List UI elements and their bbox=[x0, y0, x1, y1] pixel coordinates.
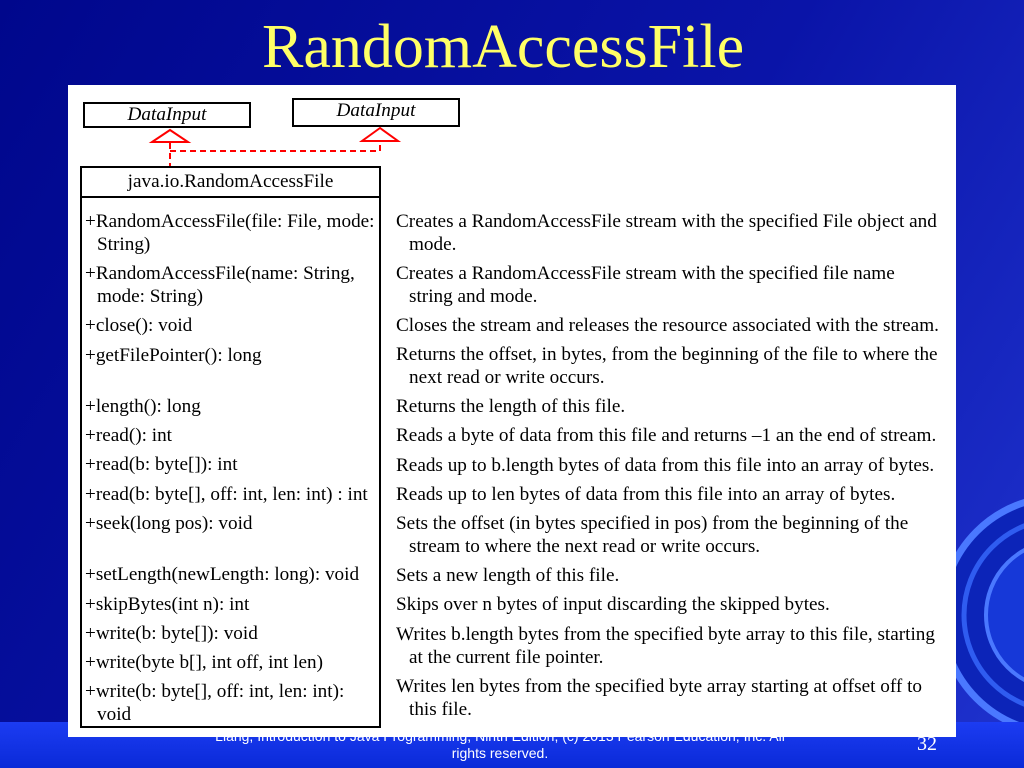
description-entry bbox=[396, 454, 939, 477]
description-entry bbox=[396, 483, 939, 506]
description-line: Creates a RandomAccessFile stream with the specified file name bbox=[396, 262, 895, 284]
method-line: +write(b: byte[]): void bbox=[85, 622, 258, 644]
description-entry bbox=[396, 593, 939, 616]
method-list bbox=[85, 210, 375, 732]
description-line: Returns the offset, in bytes, from the beginning of the file to where the bbox=[396, 344, 938, 366]
method-entry bbox=[85, 424, 375, 447]
method-line: +setLength(newLength: long): void bbox=[85, 564, 360, 586]
method-line: +length(): long bbox=[85, 396, 201, 418]
slide-title: RandomAccessFile bbox=[262, 13, 745, 81]
method-line: +write(byte b[], int off, int len) bbox=[85, 651, 323, 673]
description-line: Reads up to len bytes of data from this file into an array of bytes. bbox=[396, 483, 896, 505]
footer-line: rights reserved. bbox=[451, 744, 549, 761]
description-line: this file. bbox=[409, 698, 472, 720]
description-entry bbox=[396, 512, 939, 558]
method-line: mode: String) bbox=[97, 286, 204, 308]
method-entry bbox=[85, 344, 375, 367]
method-line: +getFilePointer(): long bbox=[85, 344, 262, 366]
method-line: +read(b: byte[]): int bbox=[85, 454, 238, 476]
description-line: mode. bbox=[409, 233, 457, 255]
method-entry bbox=[85, 563, 375, 586]
method-entry bbox=[85, 622, 375, 645]
interface-name: DataInput bbox=[127, 104, 207, 125]
description-line: Writes b.length bytes from the specified byte array to this file, starting bbox=[396, 623, 935, 645]
description-entry bbox=[396, 262, 939, 308]
method-line: +close(): void bbox=[85, 315, 193, 337]
description-line: Sets a new length of this file. bbox=[396, 565, 620, 587]
content-panel bbox=[68, 85, 956, 737]
dashed-connector bbox=[170, 142, 380, 151]
method-entry bbox=[85, 593, 375, 616]
description-entry bbox=[396, 424, 939, 447]
method-entry bbox=[85, 512, 375, 535]
method-entry bbox=[85, 680, 375, 726]
page-number: 32 bbox=[917, 733, 937, 755]
method-line: +RandomAccessFile(name: String, bbox=[85, 263, 355, 285]
description-line: Closes the stream and releases the resource associated with the stream. bbox=[396, 314, 939, 336]
class-name: java.io.RandomAccessFile bbox=[82, 168, 379, 198]
description-line: next read or write occurs. bbox=[409, 367, 605, 389]
method-line: +skipBytes(int n): int bbox=[85, 593, 250, 615]
hollow-triangle-icon bbox=[152, 130, 188, 142]
description-entry bbox=[396, 314, 939, 337]
method-entry bbox=[85, 210, 375, 256]
method-line: +write(b: byte[], off: int, len: int): bbox=[85, 681, 345, 703]
description-entry bbox=[396, 564, 939, 587]
description-line: Skips over n bytes of input discarding the skipped bytes. bbox=[396, 594, 830, 616]
description-entry bbox=[396, 675, 939, 721]
description-list bbox=[396, 210, 939, 727]
description-line: Writes len bytes from the specified byte array starting at offset off to bbox=[396, 675, 923, 697]
description-line: Returns the length of this file. bbox=[396, 396, 626, 418]
method-entry bbox=[85, 483, 375, 506]
method-entry bbox=[85, 262, 375, 308]
class-box bbox=[80, 166, 381, 728]
description-line: Creates a RandomAccessFile stream with the specified File object and bbox=[396, 210, 937, 232]
description-entry bbox=[396, 343, 939, 389]
hollow-triangle-icon bbox=[362, 128, 398, 141]
method-entry bbox=[85, 395, 375, 418]
description-line: stream to where the next read or write occurs. bbox=[409, 536, 761, 557]
method-entry bbox=[85, 453, 375, 476]
method-line: void bbox=[97, 704, 132, 726]
description-entry bbox=[396, 210, 939, 256]
description-entry bbox=[396, 623, 939, 669]
method-entry bbox=[85, 651, 375, 674]
description-entry bbox=[396, 395, 939, 418]
method-line: +read(): int bbox=[85, 425, 172, 447]
method-entry bbox=[85, 314, 375, 337]
description-line: at the current file pointer. bbox=[409, 646, 604, 668]
method-line: +read(b: byte[], off: int, len: int) : int bbox=[85, 483, 368, 505]
description-line: Reads a byte of data from this file and returns –1 an the end of stream. bbox=[396, 425, 937, 447]
description-line: Reads up to b.length bytes of data from this file into an array of bytes. bbox=[396, 454, 935, 476]
method-line: +RandomAccessFile(file: File, mode: bbox=[85, 211, 375, 232]
description-line: string and mode. bbox=[409, 285, 538, 307]
interface-name: DataInput bbox=[336, 100, 416, 121]
method-line: +seek(long pos): void bbox=[85, 512, 253, 534]
method-line: String) bbox=[97, 234, 151, 255]
description-line: Sets the offset (in bytes specified in pos) from the beginning of the bbox=[396, 513, 909, 534]
